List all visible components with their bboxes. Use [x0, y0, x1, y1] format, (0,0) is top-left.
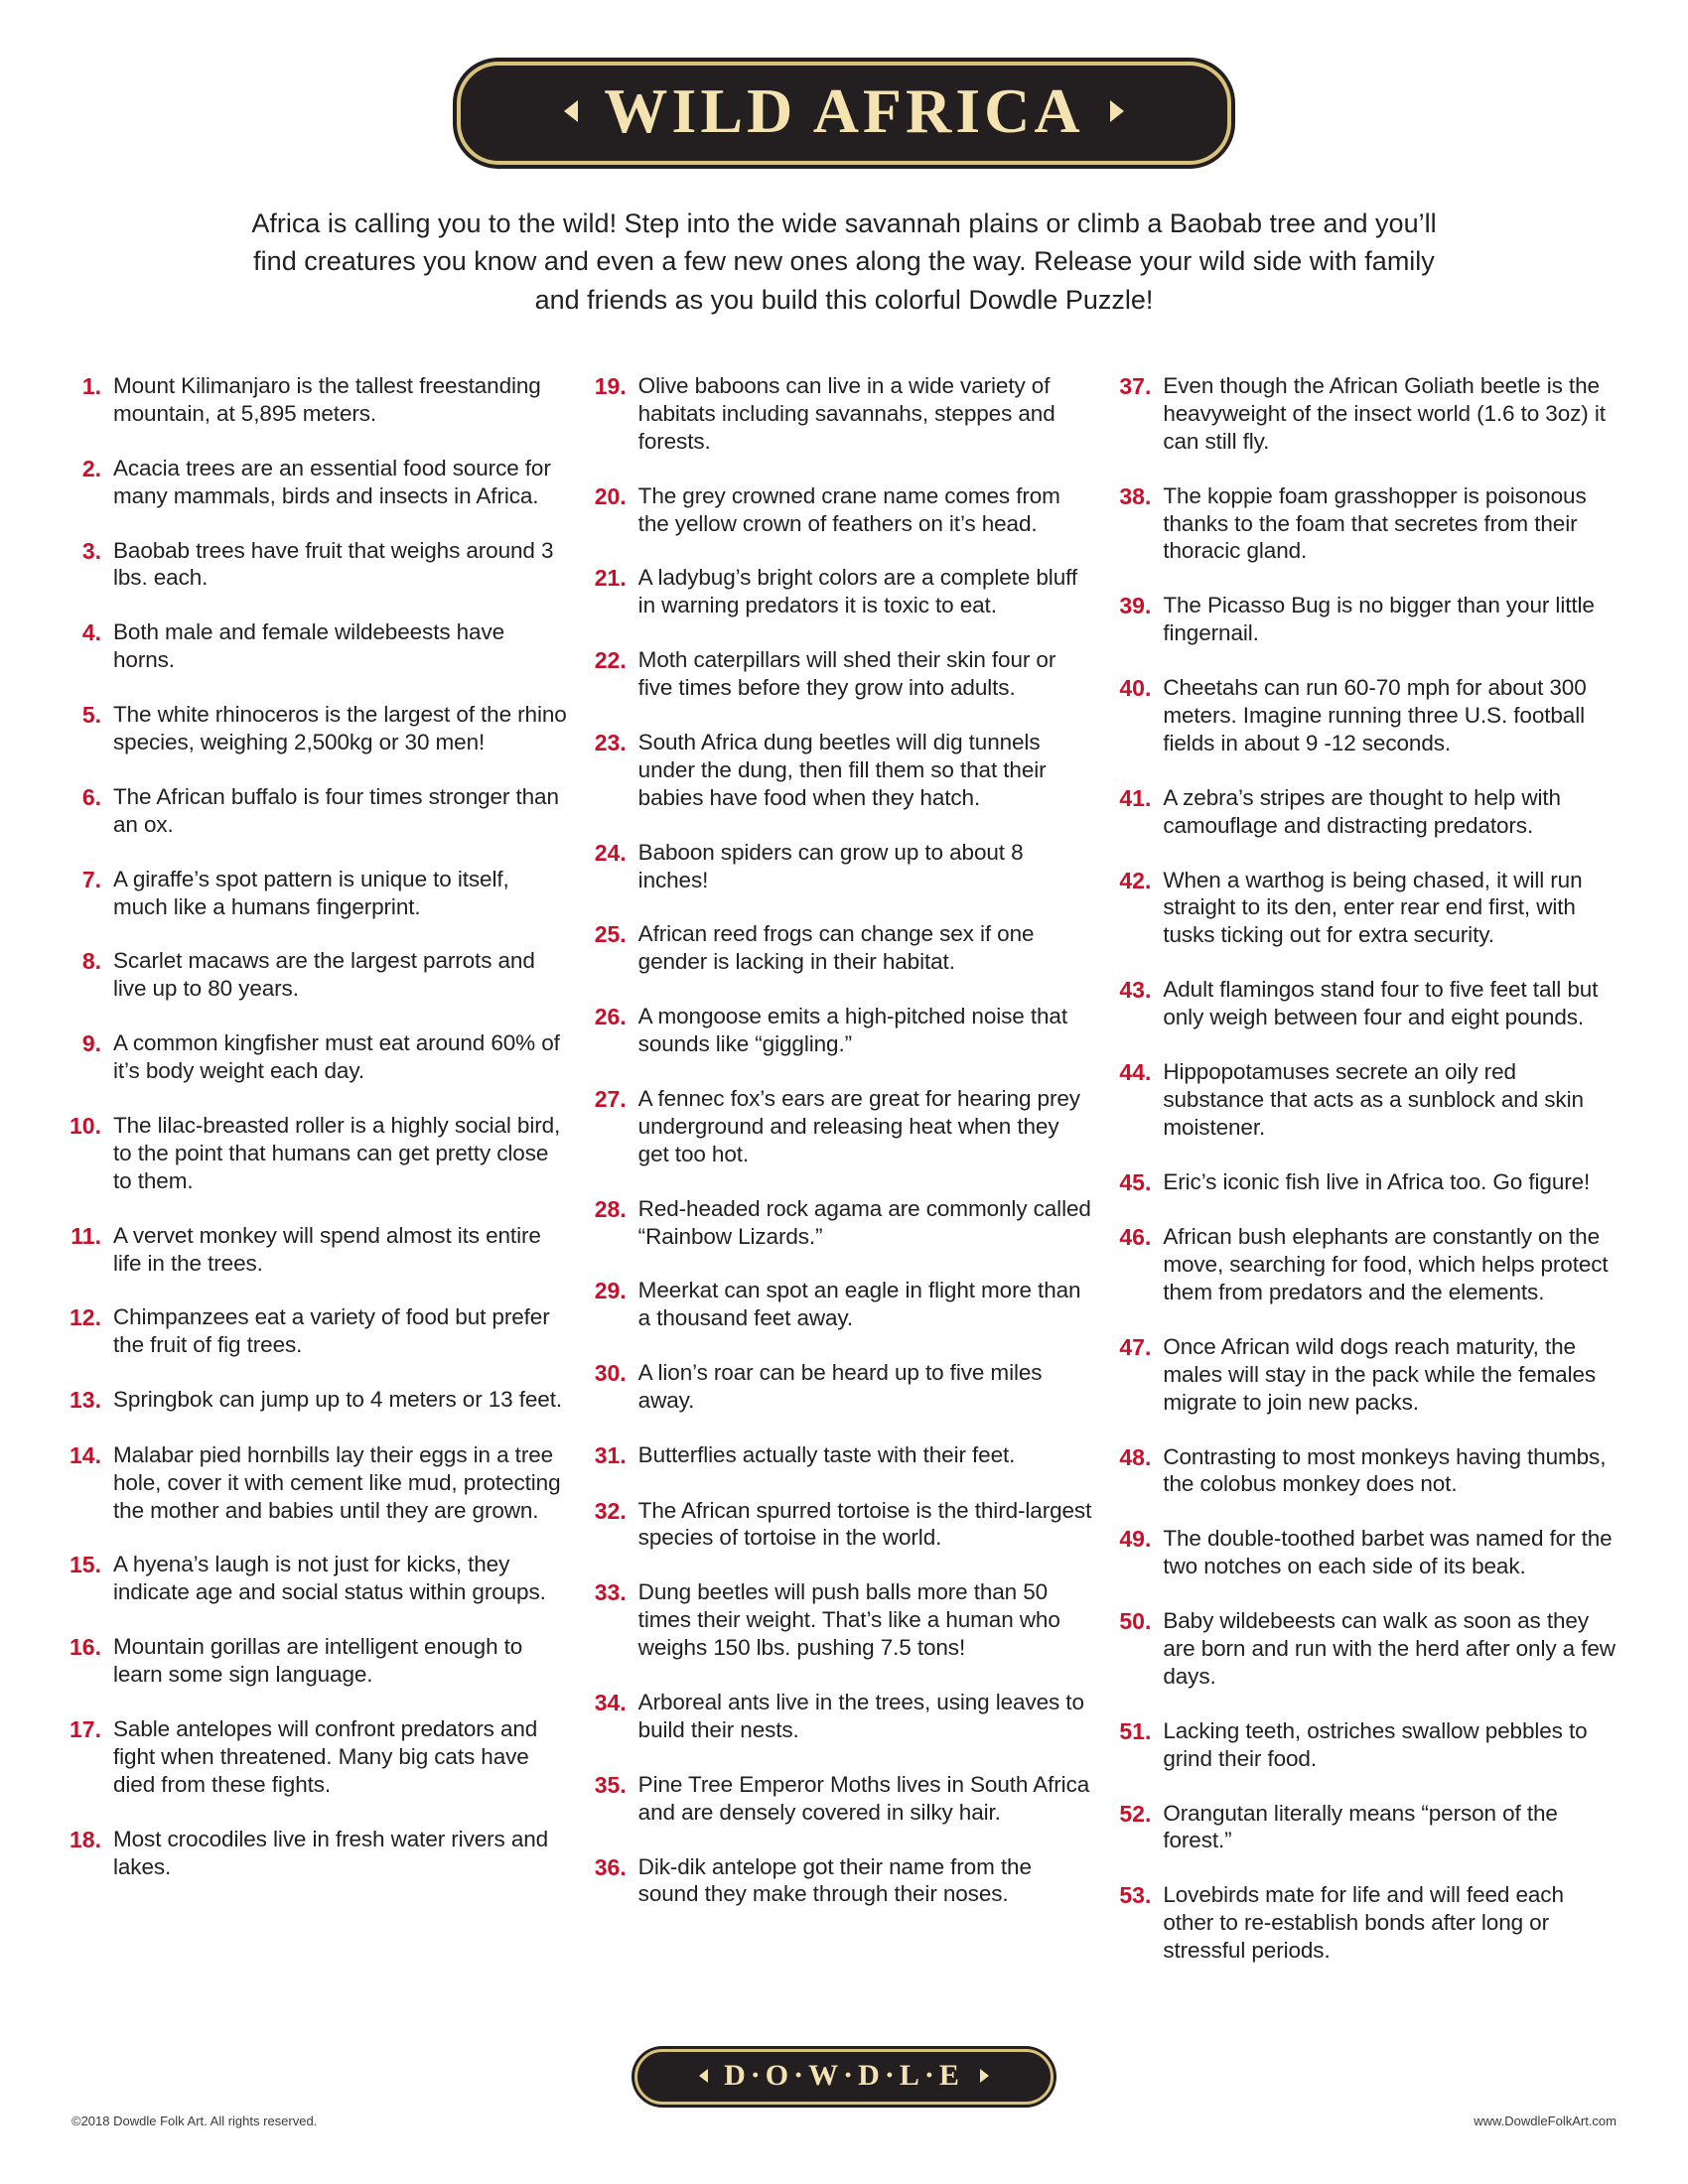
fact-number: 46.: [1119, 1224, 1152, 1251]
fact-item: [595, 729, 1094, 812]
fact-text: The grey crowned crane name comes from the yellow crown of feathers on it’s head.: [637, 482, 1060, 536]
fact-text: Both male and female wildebeests have horns.: [113, 619, 505, 673]
fact-number: 45.: [1119, 1168, 1152, 1195]
fact-number: 31.: [594, 1442, 627, 1469]
fact-number: 39.: [1119, 593, 1152, 619]
page-footer: [0, 2049, 1688, 2138]
fact-text: Chimpanzees eat a variety of food but prefer the fruit of fig trees.: [113, 1304, 550, 1358]
fact-item: [595, 1578, 1094, 1662]
fact-text: The African spurred tortoise is the third-largest species of tortoise in the world.: [637, 1497, 1092, 1551]
fact-number: 9.: [81, 1030, 101, 1057]
fact-item: [595, 1003, 1094, 1058]
fact-text: A common kingfisher must eat around 60% of it’s body weight each day.: [113, 1030, 560, 1084]
fact-number: 19.: [594, 372, 627, 399]
fact-number: 25.: [594, 921, 627, 948]
fact-item: [595, 1359, 1094, 1415]
fact-number: 53.: [1119, 1882, 1152, 1909]
fact-number: 20.: [594, 482, 627, 509]
fact-number: 11.: [70, 1222, 101, 1249]
fact-number: 50.: [1119, 1608, 1152, 1635]
fact-number: 23.: [594, 730, 627, 755]
fact-number: 43.: [1119, 977, 1152, 1004]
triangle-left-icon: [564, 100, 578, 122]
fact-number: 8.: [81, 948, 101, 975]
logo-area: [0, 2049, 1688, 2105]
fact-item: [595, 1771, 1094, 1827]
facts-column-1: [70, 372, 569, 1907]
fact-number: 24.: [594, 839, 627, 866]
fact-item: [595, 482, 1094, 538]
fact-item: [70, 618, 569, 674]
fact-number: 40.: [1119, 675, 1152, 702]
fact-item: [1119, 1717, 1618, 1773]
fact-item: [70, 947, 569, 1003]
facts-column-2: [595, 372, 1094, 1935]
fact-item: [595, 372, 1094, 456]
fact-item: [1119, 1333, 1618, 1417]
fact-text: Lacking teeth, ostriches swallow pebbles to grind their food.: [1163, 1717, 1588, 1771]
fact-text: A vervet monkey will spend almost its entire life in the trees.: [113, 1222, 541, 1276]
fact-item: [1119, 482, 1618, 566]
fact-number: 29.: [594, 1278, 627, 1304]
fact-number: 4.: [81, 619, 101, 646]
facts-columns: [70, 372, 1618, 1991]
fact-number: 49.: [1119, 1526, 1152, 1553]
fact-text: South Africa dung beetles will dig tunnels under the dung, then fill them so that their babies have food when they hatch.: [637, 730, 1047, 810]
fact-number: 41.: [1119, 784, 1152, 811]
fact-text: Red-headed rock agama are commonly called “Rainbow Lizards.”: [637, 1195, 1091, 1249]
fact-number: 13.: [70, 1387, 101, 1414]
triangle-right-icon: [980, 2069, 989, 2083]
title-plaque: [457, 62, 1230, 165]
fact-text: Contrasting to most monkeys having thumbs, the colobus monkey does not.: [1163, 1443, 1607, 1497]
fact-item: [70, 783, 569, 839]
fact-item: [1119, 976, 1618, 1031]
fact-item: [70, 1826, 569, 1881]
fact-text: The lilac-breasted roller is a highly social bird, to the point that humans can get pretty close to them.: [113, 1113, 561, 1193]
fact-number: 10.: [70, 1113, 101, 1140]
fact-text: Dung beetles will push balls more than 50 times their weight. That’s like a human who weighs 150 lbs. pushing 7.5 tons!: [637, 1579, 1060, 1661]
title-area: [0, 0, 1688, 165]
fact-text: African reed frogs can change sex if one gender is lacking in their habitat.: [637, 921, 1035, 975]
logo-text: D·O·W·D·L·E: [724, 2059, 964, 2092]
fact-text: Pine Tree Emperor Moths lives in South Africa and are densely covered in silky hair.: [637, 1771, 1090, 1825]
fact-item: [1119, 1223, 1618, 1306]
fact-number: 1.: [81, 372, 101, 399]
fact-item: [595, 1441, 1094, 1470]
fact-number: 38.: [1119, 482, 1152, 509]
fact-item: [70, 701, 569, 756]
fact-item: [595, 1085, 1094, 1168]
fact-text: Scarlet macaws are the largest parrots and live up to 80 years.: [113, 948, 535, 1002]
copyright-text: ©2018 Dowdle Folk Art. All rights reserved.: [71, 2114, 318, 2128]
fact-item: [1119, 1168, 1618, 1197]
fact-item: [70, 372, 569, 428]
fact-item: [1119, 1607, 1618, 1691]
fact-text: Arboreal ants live in the trees, using leaves to build their nests.: [637, 1690, 1084, 1742]
fact-number: 34.: [594, 1690, 627, 1715]
fact-text: A mongoose emits a high-pitched noise that sounds like “giggling.”: [637, 1004, 1067, 1057]
fact-number: 22.: [594, 647, 627, 674]
fact-text: Lovebirds mate for life and will feed each other to re-establish bonds after long or stressful periods.: [1163, 1882, 1564, 1964]
fact-number: 32.: [594, 1497, 627, 1524]
fact-item: [1119, 1881, 1618, 1965]
fact-text: Most crocodiles live in fresh water rivers and lakes.: [113, 1826, 549, 1879]
fact-text: Once African wild dogs reach maturity, the males will stay in the pack while the females migrate to join new packs.: [1163, 1333, 1597, 1415]
page-title: WILD AFRICA: [604, 75, 1084, 146]
fact-item: [70, 1633, 569, 1689]
fact-item: [595, 564, 1094, 619]
fact-item: [1119, 867, 1618, 950]
fact-text: Cheetahs can run 60-70 mph for about 300 meters. Imagine running three U.S. football fields in about 9 -12 seconds.: [1163, 675, 1587, 755]
triangle-right-icon: [1110, 100, 1124, 122]
fact-text: Hippopotamuses secrete an oily red substance that acts as a sunblock and skin moistener.: [1163, 1059, 1584, 1140]
fact-item: [595, 1853, 1094, 1909]
fact-number: 26.: [594, 1004, 627, 1030]
fact-text: The white rhinoceros is the largest of the rhino species, weighing 2,500kg or 30 men!: [113, 702, 567, 754]
fact-item: [595, 839, 1094, 894]
fact-item: [70, 1441, 569, 1525]
fact-number: 14.: [70, 1441, 101, 1468]
fact-item: [1119, 784, 1618, 840]
fact-text: Even though the African Goliath beetle is the heavyweight of the insect world (1.6 to 3oz) it can still fly.: [1163, 372, 1606, 454]
fact-item: [70, 1551, 569, 1606]
fact-item: [70, 455, 569, 510]
fact-text: Springbok can jump up to 4 meters or 13 feet.: [113, 1387, 563, 1413]
fact-item: [70, 866, 569, 921]
facts-column-3: [1119, 372, 1618, 1991]
fact-text: A zebra’s stripes are thought to help with camouflage and distracting predators.: [1163, 784, 1561, 838]
fact-text: Acacia trees are an essential food source for many mammals, birds and insects in Africa.: [113, 455, 551, 508]
fact-number: 27.: [594, 1086, 627, 1113]
fact-number: 42.: [1119, 867, 1152, 893]
fact-item: [1119, 1525, 1618, 1580]
fact-item: [1119, 674, 1618, 757]
fact-text: A hyena’s laugh is not just for kicks, they indicate age and social status within groups.: [113, 1552, 546, 1605]
fact-item: [595, 1497, 1094, 1553]
fact-number: 6.: [81, 783, 101, 810]
fact-text: The double-toothed barbet was named for the two notches on each side of its beak.: [1163, 1526, 1613, 1579]
fact-number: 18.: [70, 1826, 101, 1852]
fact-item: [70, 1303, 569, 1359]
fact-text: The Picasso Bug is no bigger than your little fingernail.: [1163, 593, 1595, 646]
fact-text: Mount Kilimanjaro is the tallest freestanding mountain, at 5,895 meters.: [113, 372, 541, 426]
fact-number: 12.: [70, 1304, 101, 1331]
fact-number: 52.: [1119, 1800, 1152, 1827]
fact-text: African bush elephants are constantly on the move, searching for food, which helps protect them from predators and the elements.: [1163, 1224, 1609, 1304]
fact-text: Baby wildebeests can walk as soon as they are born and run with the herd after only a few days.: [1163, 1608, 1616, 1689]
fact-item: [1119, 372, 1618, 456]
fact-item: [595, 646, 1094, 702]
fact-text: Baobab trees have fruit that weighs around 3 lbs. each.: [113, 537, 554, 591]
fact-number: 16.: [70, 1634, 101, 1661]
fact-text: Sable antelopes will confront predators and fight when threatened. Many big cats have died from these fights.: [113, 1716, 538, 1797]
fact-text: Orangutan literally means “person of the forest.”: [1163, 1800, 1558, 1853]
fact-item: [70, 1112, 569, 1195]
fact-number: 44.: [1119, 1059, 1152, 1086]
fact-number: 3.: [81, 537, 101, 564]
fact-text: The African buffalo is four times stronger than an ox.: [113, 783, 559, 837]
fact-number: 2.: [81, 455, 101, 481]
fact-item: [70, 1029, 569, 1085]
fact-number: 15.: [70, 1552, 101, 1578]
fact-number: 33.: [594, 1579, 627, 1606]
fact-item: [595, 920, 1094, 976]
fact-number: 28.: [594, 1195, 627, 1222]
fact-text: A ladybug’s bright colors are a complete bluff in warning predators it is toxic to eat.: [637, 565, 1078, 618]
fact-item: [595, 1277, 1094, 1332]
fact-item: [70, 1386, 569, 1415]
fact-text: Adult flamingos stand four to five feet tall but only weigh between four and eight pounds.: [1163, 977, 1599, 1030]
fact-number: 48.: [1119, 1443, 1152, 1470]
website-text: www.DowdleFolkArt.com: [1474, 2114, 1617, 2128]
fact-text: Mountain gorillas are intelligent enough to learn some sign language.: [113, 1634, 523, 1688]
fact-text: Baboon spiders can grow up to about 8 inches!: [637, 839, 1024, 892]
fact-number: 37.: [1119, 372, 1152, 399]
fact-item: [1119, 592, 1618, 647]
fact-number: 30.: [594, 1360, 627, 1387]
fact-text: A giraffe’s spot pattern is unique to itself, much like a humans fingerprint.: [113, 866, 509, 919]
fact-text: Butterflies actually taste with their feet.: [637, 1442, 1016, 1468]
triangle-left-icon: [699, 2069, 708, 2083]
fact-number: 7.: [81, 866, 101, 892]
fact-number: 5.: [81, 702, 101, 729]
fact-text: Dik-dik antelope got their name from the sound they make through their noses.: [637, 1853, 1032, 1907]
fact-item: [70, 537, 569, 593]
fact-text: A fennec fox’s ears are great for hearing prey underground and releasing heat when they get too hot.: [637, 1086, 1080, 1166]
fact-item: [1119, 1443, 1618, 1499]
fact-item: [70, 1715, 569, 1799]
fact-text: Eric’s iconic fish live in Africa too. Go figure!: [1163, 1168, 1591, 1194]
fact-number: 47.: [1119, 1333, 1152, 1360]
fact-number: 17.: [70, 1716, 101, 1742]
fact-number: 51.: [1119, 1717, 1152, 1744]
dowdle-logo: [634, 2049, 1054, 2105]
fact-text: Moth caterpillars will shed their skin four or five times before they grow into adults.: [637, 647, 1056, 701]
fact-item: [1119, 1800, 1618, 1855]
fact-text: Olive baboons can live in a wide variety of habitats including savannahs, steppes and forests.: [637, 372, 1055, 454]
fact-item: [595, 1689, 1094, 1744]
fact-text: A lion’s roar can be heard up to five miles away.: [637, 1360, 1043, 1414]
fact-number: 36.: [594, 1853, 627, 1880]
fact-number: 35.: [594, 1771, 627, 1798]
fact-item: [1119, 1058, 1618, 1142]
fact-number: 21.: [594, 565, 627, 592]
fact-text: The koppie foam grasshopper is poisonous thanks to the foam that secretes from their thoracic gland.: [1163, 482, 1587, 564]
fact-item: [595, 1195, 1094, 1251]
fact-item: [70, 1222, 569, 1278]
fact-text: Meerkat can spot an eagle in flight more than a thousand feet away.: [637, 1278, 1081, 1331]
fact-text: Malabar pied hornbills lay their eggs in a tree hole, cover it with cement like mud, protecting the mother and babies until they are grown.: [113, 1441, 561, 1523]
intro-paragraph: Africa is calling you to the wild! Step into the wide savannah plains or climb a Baobab tree and you’ll find creatures you know and even a few new ones along the way. Release your wild side with family and friends as you build this colorful Dowdle Puzzle!: [251, 208, 1437, 315]
fact-text: When a warthog is being chased, it will run straight to its den, enter rear end first, with tusks ticking out for extra security.: [1163, 867, 1583, 948]
